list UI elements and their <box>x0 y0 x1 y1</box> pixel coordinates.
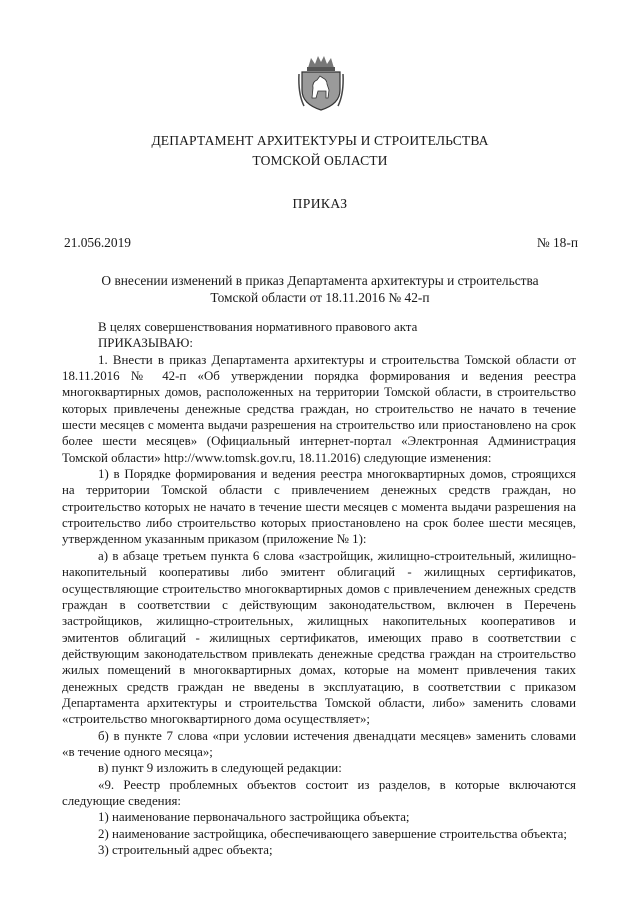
document-type-title: ПРИКАЗ <box>292 196 348 211</box>
paragraph-2: 1) в Порядке формирования и ведения реестра многоквартирных домов, строящихся на территории Томской области с привлечением денежных средств граждан, но строительство которых не начато в течение шести месяцев с момента выдачи разрешения на строительство либо строительство которых приостановлено на срок более шести месяцев, утвержденном указанным приказом (приложение № 1): <box>62 467 576 547</box>
paragraph-6: «9. Реестр проблемных объектов состоит из разделов, в которые включаются следующие сведения: <box>62 777 576 808</box>
subject-line1: О внесении изменений в приказ Департамента архитектуры и строительства <box>101 273 539 288</box>
paragraph-4: б) в пункте 7 слова «при условии истечения двенадцати месяцев» заменить словами «в течение одного месяца»; <box>62 728 576 759</box>
order-word: ПРИКАЗЫВАЮ: <box>98 336 193 351</box>
tomsk-region-coat-of-arms-icon <box>298 54 344 112</box>
document-body <box>62 319 576 858</box>
list-item-3: 3) строительный адрес объекта; <box>98 843 273 857</box>
paragraph-5: в) пункт 9 изложить в следующей редакции: <box>98 761 342 776</box>
document-number: № 18-п <box>536 235 578 250</box>
department-name-line2: ТОМСКОЙ ОБЛАСТИ <box>252 153 388 168</box>
paragraph-3: а) в абзаце третьем пункта 6 слова «застройщик, жилищно-строительный, жилищно-накопительный кооперативы либо эмитент облигаций - жилищных сертификатов, осуществляющие строительство многоквартирных домов с привлечением денежных средств граждан в соответствии с действующим законодательством, включен в Перечень застройщиков, жилищно-строительных, жилищных накопительных кооперативов и эмитентов облигаций - жилищных сертификатов, имеющих право в соответствии с действующим законодательством привлекать денежные средства граждан на строительство жилых помещений в многоквартирных домах, которые на момент привлечения таких денежных средств граждан не введены в эксплуатацию, в соответствии с приказом Департамента архитектуры и строительства Томской области, либо» заменить словами «строительство многоквартирного дома осуществляет»; <box>62 548 576 727</box>
department-name-line1: ДЕПАРТАМЕНТ АРХИТЕКТУРЫ И СТРОИТЕЛЬСТВА <box>151 133 489 148</box>
intro-paragraph: В целях совершенствования нормативного правового акта <box>98 320 418 334</box>
subject-line2: Томской области от 18.11.2016 № 42-п <box>210 290 430 305</box>
department-name <box>0 131 640 171</box>
document-subject <box>64 272 576 306</box>
paragraph-1: 1. Внести в приказ Департамента архитектуры и строительства Томской области от 18.11.2016 № 42-п «Об утверждении порядка формирования и ведения реестра многоквартирных домов, расположенных на территории Томской области, в строительство которых привлечены денежные средства граждан, но строительство не начато в течение шести месяцев с момента выдачи разрешения на строительство или приостановлено на срок более шести месяцев» (Официальный интернет-портал «Электронная Администрация Томской области» http://www.tomsk.gov.ru, 18.11.2016) следующие изменения: <box>62 352 576 465</box>
list-item-2: 2) наименование застройщика, обеспечивающего завершение строительства объекта; <box>98 826 567 841</box>
document-date: 21.056.2019 <box>64 235 131 250</box>
list-item-1: 1) наименование первоначального застройщика объекта; <box>98 810 410 825</box>
